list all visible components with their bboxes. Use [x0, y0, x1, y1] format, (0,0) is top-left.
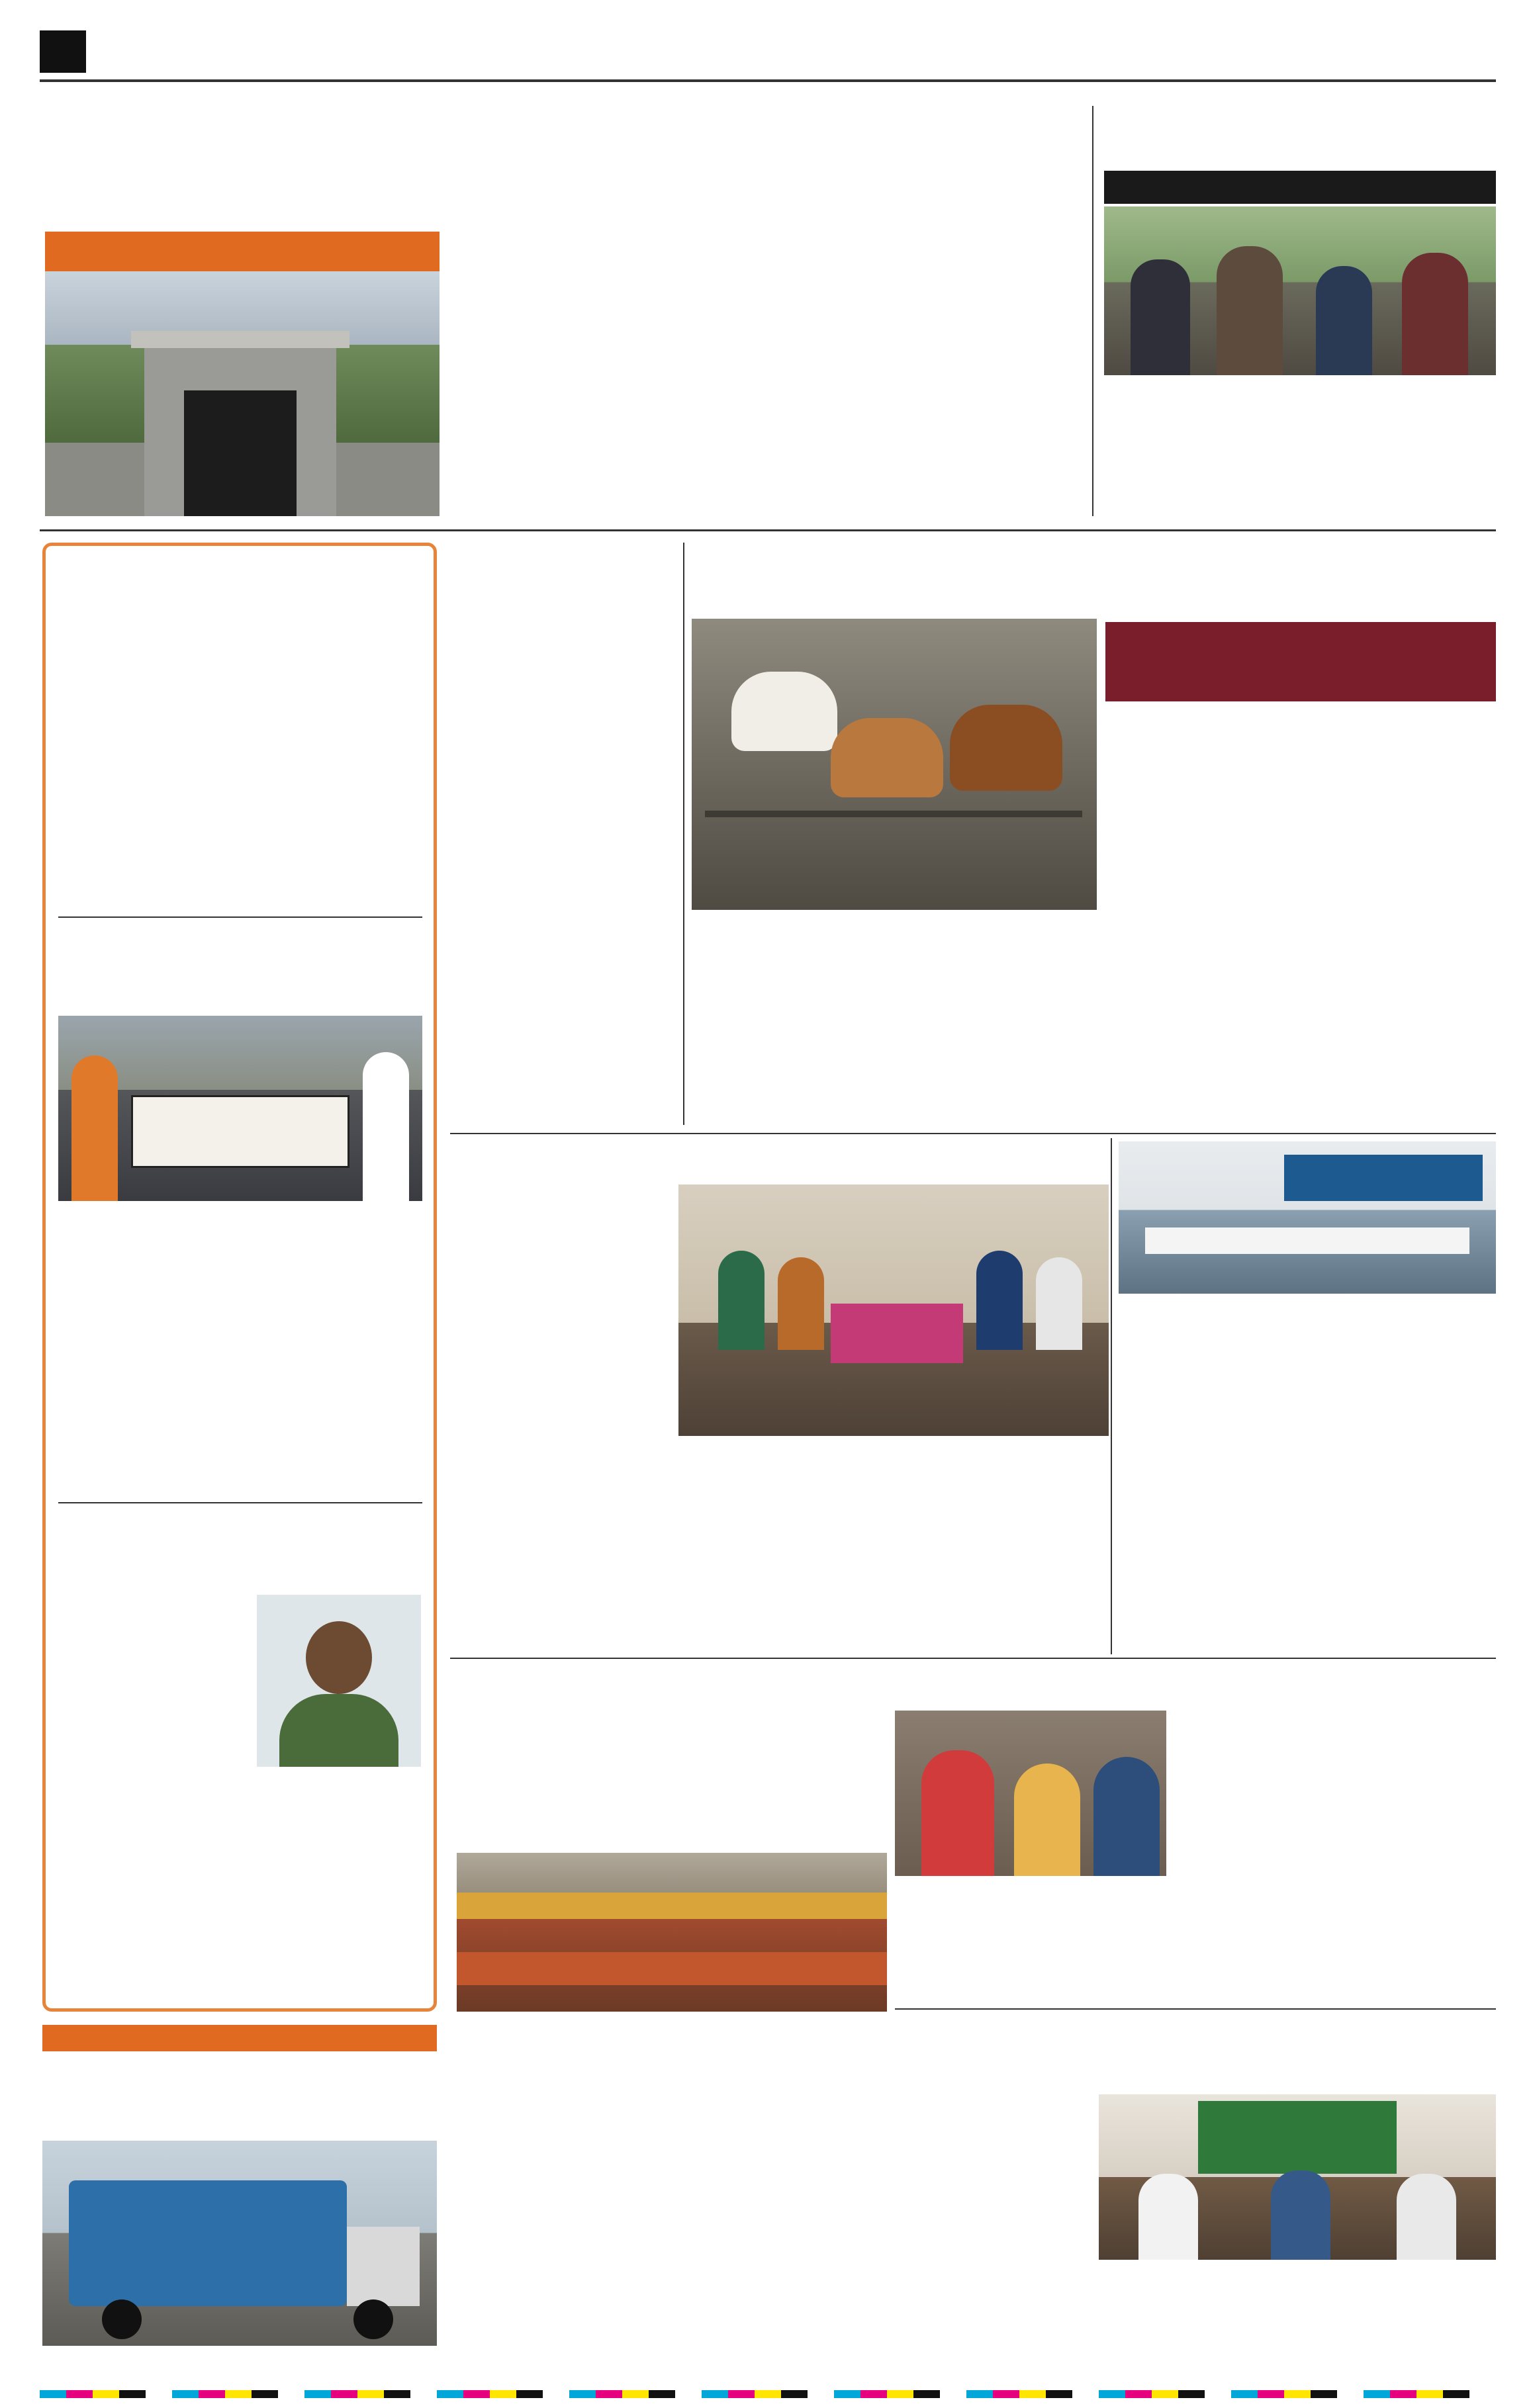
- accused-photo: [257, 1595, 421, 1767]
- section-rule: [450, 1658, 1496, 1659]
- underpass-photo: [45, 271, 440, 516]
- article-kicker: [42, 2025, 437, 2051]
- article-subhead: [45, 232, 440, 271]
- separator: [58, 916, 422, 918]
- section-rule: [895, 2008, 1496, 2010]
- print-color-bar: [40, 2390, 1496, 2398]
- relief-photo: [895, 1711, 1166, 1876]
- article-body: [1119, 1340, 1496, 1651]
- protest-banner: [131, 1095, 349, 1168]
- truck-photo: [42, 2141, 437, 2346]
- article-body: [1104, 384, 1496, 516]
- hearing-photo: [1119, 1141, 1496, 1294]
- article-body: [868, 233, 1080, 517]
- section-rule: [450, 1133, 1496, 1134]
- column-divider: [1111, 1138, 1112, 1654]
- masthead-rule: [40, 79, 1496, 82]
- article-body: [1175, 1711, 1496, 1988]
- column-divider: [1092, 106, 1093, 516]
- article-body: [457, 1184, 669, 1648]
- stray-dogs-photo: [692, 619, 1097, 910]
- workshop-photo: [678, 1184, 1109, 1436]
- article-body: [58, 1595, 247, 2005]
- separator: [58, 1502, 422, 1503]
- masthead: [40, 26, 1496, 79]
- article-body: [1105, 711, 1496, 1122]
- temple-crowd-photo: [457, 1853, 887, 2012]
- column-divider: [683, 543, 684, 1125]
- section-rule: [40, 529, 1496, 531]
- article-body: [58, 639, 422, 903]
- article-body: [450, 582, 675, 1122]
- article-body: [895, 2094, 1090, 2386]
- article-body: [450, 233, 649, 517]
- article-body: [457, 1701, 887, 1840]
- crowd-photo: [1104, 206, 1496, 375]
- article-body: [692, 920, 1097, 1122]
- poster: [1198, 2101, 1397, 2174]
- article-body: [58, 1211, 422, 1489]
- article-subhead: [1104, 171, 1496, 204]
- press-meet-photo: [1099, 2094, 1496, 2260]
- article-body: [450, 2025, 884, 2386]
- article-subhead: [1105, 622, 1496, 701]
- article-body: [659, 233, 858, 517]
- page-number: [40, 30, 86, 73]
- protest-photo: [58, 1016, 422, 1201]
